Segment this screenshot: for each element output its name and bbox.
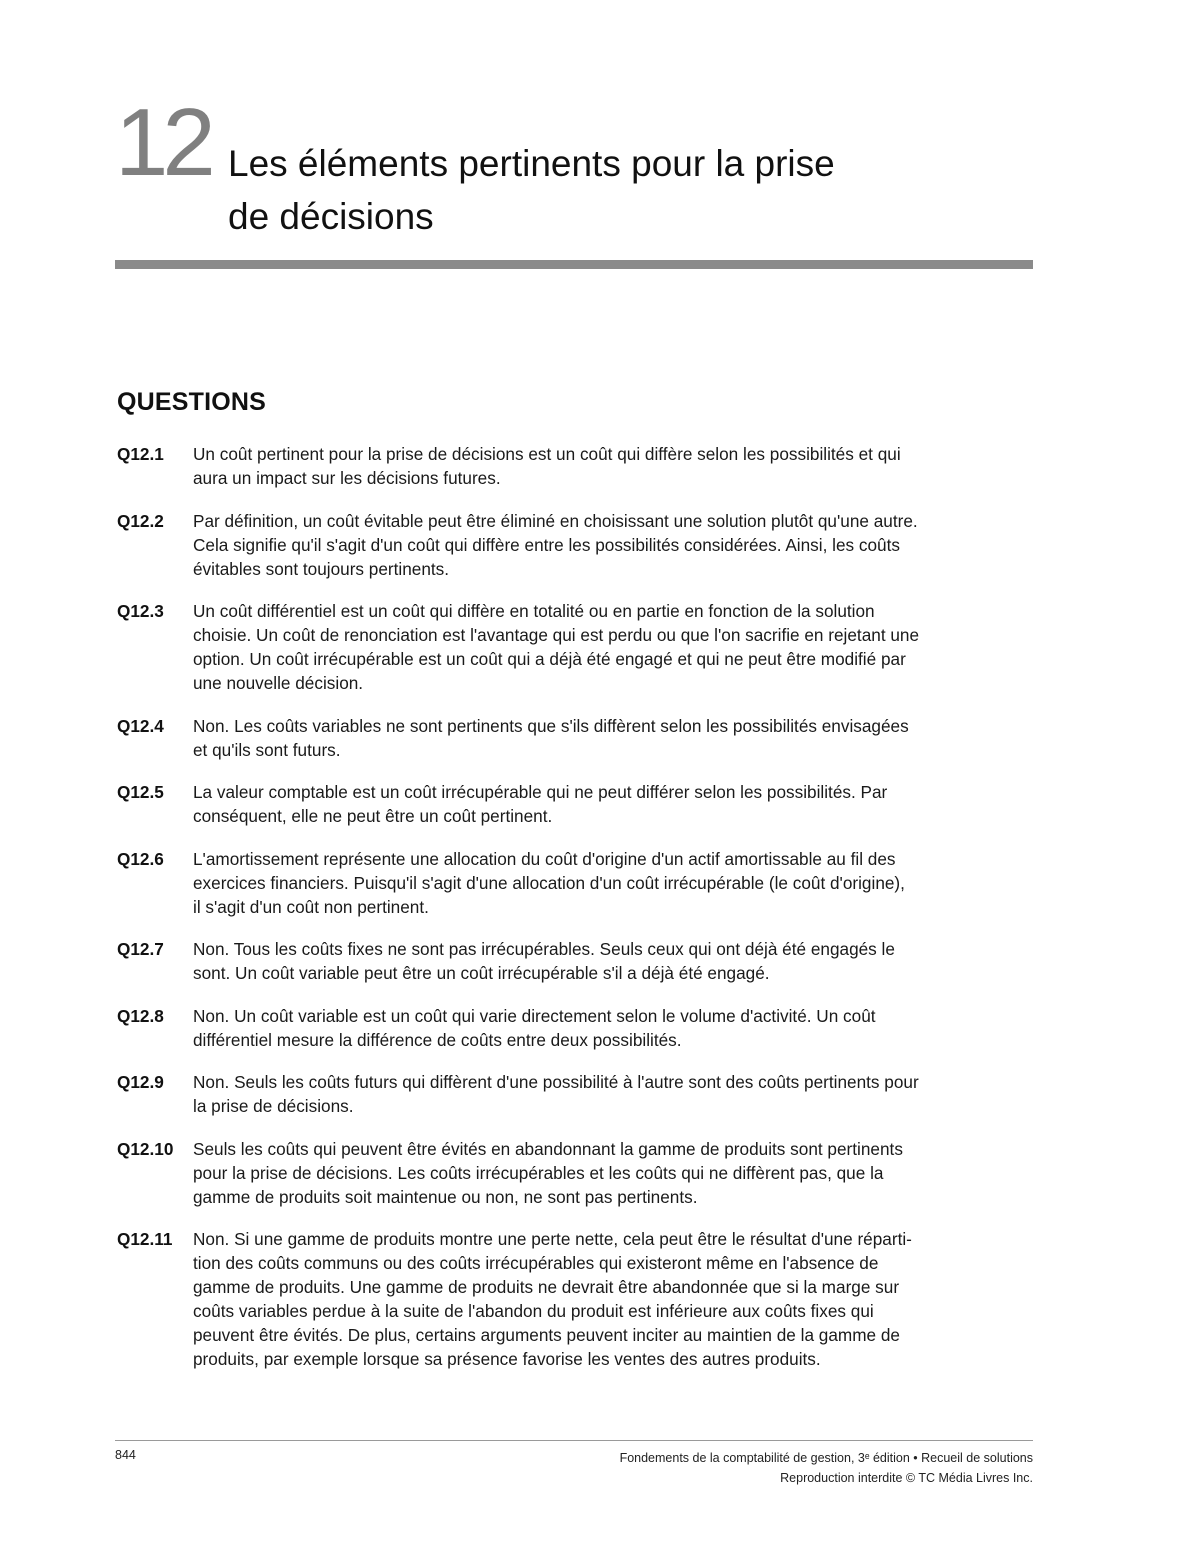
answer-line: aura un impact sur les décisions futures. [193, 468, 501, 488]
answer-line: exercices financiers. Puisqu'il s'agit d'une allocation d'un coût irrécupérable (le coût d'origine), [193, 872, 905, 893]
question-label: Q12.5 [117, 782, 164, 802]
answer-line: une nouvelle décision. [193, 673, 364, 693]
question-label: Q12.2 [117, 510, 164, 531]
answer-line: Non. Tous les coûts fixes ne sont pas irrécupérables. Seuls ceux qui ont déjà été engagés le [193, 939, 895, 959]
answer-line: la prise de décisions. [193, 1096, 354, 1116]
question-item [117, 1070, 1033, 1118]
answer-line: Non. Un coût variable est un coût qui varie directement selon le volume d'activité. Un coût [193, 1005, 876, 1026]
question-answer [193, 599, 1033, 695]
answer-line: Non. Seuls les coûts futurs qui diffèrent d'une possibilité à l'autre sont des coûts pertinents pour [193, 1072, 919, 1092]
answer-line: gamme de produits soit maintenue ou non, ne sont pas pertinents. [193, 1186, 698, 1207]
page-number: 844 [115, 1448, 136, 1462]
question-label: Q12.4 [117, 715, 164, 736]
question-label: Q12.1 [117, 444, 164, 464]
question-label: Q12.10 [117, 1138, 174, 1159]
question-label: Q12.6 [117, 848, 164, 869]
question-label: Q12.9 [117, 1072, 164, 1092]
answer-line: évitables sont toujours pertinents. [193, 558, 450, 579]
chapter-title-line: de décisions [228, 196, 434, 237]
question-answer [193, 1004, 1033, 1052]
answer-line: gamme de produits. Une gamme de produits ne devrait être abandonnée que si la marge sur [193, 1277, 900, 1297]
footer-book-title: Fondements de la comptabilité de gestion, 3ᵉ édition • Recueil de solutions [619, 1451, 1033, 1465]
question-item [117, 937, 1033, 985]
title-divider [115, 260, 1033, 269]
answer-line: option. Un coût irrécupérable est un coût qui a déjà été engagé et qui ne peut être modifié par [193, 649, 906, 669]
answer-line: il s'agit d'un coût non pertinent. [193, 896, 429, 917]
section-heading: QUESTIONS [117, 388, 267, 416]
answer-line: Cela signifie qu'il s'agit d'un coût qui diffère entre les possibilités considérées. Ainsi, les coûts [193, 534, 900, 555]
question-item [117, 714, 1033, 762]
answer-line: Par définition, un coût évitable peut être éliminé en choisissant une solution plutôt qu'une autre. [193, 510, 918, 531]
chapter-number: 12 [115, 89, 210, 196]
question-item [117, 599, 1033, 695]
question-item [117, 1227, 1033, 1371]
answer-line: sont. Un coût variable peut être un coût irrécupérable s'il a déjà été engagé. [193, 963, 770, 983]
answer-line: coûts variables perdue à la suite de l'abandon du produit est inférieure aux coûts fixes qui [193, 1301, 874, 1321]
answer-line: produits, par exemple lorsque sa présence favorise les ventes des autres produits. [193, 1349, 821, 1369]
question-item [117, 442, 1033, 490]
answer-line: peuvent être évités. De plus, certains arguments peuvent inciter au maintien de la gamme de [193, 1325, 900, 1345]
footer-divider [115, 1440, 1033, 1441]
question-item [117, 780, 1033, 828]
answer-line: conséquent, elle ne peut être un coût pertinent. [193, 806, 553, 826]
answer-line: Un coût différentiel est un coût qui diffère en totalité ou en partie en fonction de la solution [193, 601, 875, 621]
question-item [117, 509, 1033, 581]
question-label: Q12.11 [117, 1229, 173, 1249]
question-answer [193, 1070, 1033, 1118]
question-answer [193, 509, 1033, 581]
question-answer [193, 714, 1033, 762]
answer-line: et qu'ils sont futurs. [193, 739, 341, 760]
footer-copyright: Reproduction interdite © TC Média Livres Inc. [780, 1471, 1033, 1485]
question-answer [193, 780, 1033, 828]
question-label: Q12.7 [117, 939, 164, 959]
question-answer [193, 1227, 1033, 1371]
question-answer [193, 937, 1033, 985]
question-item [117, 847, 1033, 919]
question-item [117, 1137, 1033, 1209]
answer-line: différentiel mesure la différence de coûts entre deux possibilités. [193, 1029, 682, 1050]
answer-line: tion des coûts communs ou des coûts irrécupérables qui existeront même en l'absence de [193, 1253, 879, 1273]
chapter-title [228, 137, 835, 243]
question-answer [193, 847, 1033, 919]
answer-line: L'amortissement représente une allocation du coût d'origine d'un actif amortissable au fil des [193, 848, 896, 869]
question-label: Q12.8 [117, 1005, 164, 1026]
question-answer [193, 1137, 1033, 1209]
chapter-title-line: Les éléments pertinents pour la prise [228, 143, 835, 184]
answer-line: choisie. Un coût de renonciation est l'avantage qui est perdu ou que l'on sacrifie en rejetant une [193, 625, 920, 645]
question-label: Q12.3 [117, 601, 164, 621]
answer-line: La valeur comptable est un coût irrécupérable qui ne peut différer selon les possibilités. Par [193, 782, 888, 802]
answer-line: Un coût pertinent pour la prise de décisions est un coût qui diffère selon les possibilités et qui [193, 444, 901, 464]
answer-line: Non. Si une gamme de produits montre une perte nette, cela peut être le résultat d'une réparti- [193, 1229, 912, 1249]
questions-list [117, 442, 1033, 1390]
question-answer [193, 442, 1033, 490]
question-item [117, 1004, 1033, 1052]
answer-line: Non. Les coûts variables ne sont pertinents que s'ils diffèrent selon les possibilités envisagées [193, 715, 909, 736]
chapter-header [115, 89, 1033, 237]
answer-line: pour la prise de décisions. Les coûts irrécupérables et les coûts qui ne diffèrent pas, que la [193, 1162, 884, 1183]
answer-line: Seuls les coûts qui peuvent être évités en abandonnant la gamme de produits sont pertinents [193, 1138, 903, 1159]
footer-credits [620, 1448, 1033, 1488]
